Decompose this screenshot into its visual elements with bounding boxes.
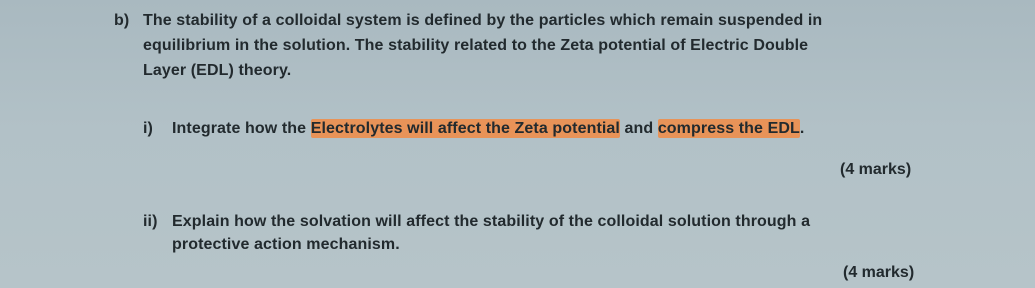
part-ii-line-1: Explain how the solvation will affect the stability of the colloidal solution through a — [172, 213, 811, 230]
question-line-1: The stability of a colloidal system is defined by the particles which remain suspended in — [143, 12, 823, 29]
question-line-3: Layer (EDL) theory. — [143, 62, 292, 79]
part-ii-label: ii) — [143, 213, 158, 230]
question-label: b) — [114, 12, 130, 29]
part-i-text-after: . — [799, 120, 805, 137]
part-ii-line-2: protective action mechanism. — [172, 236, 400, 253]
part-ii-marks: (4 marks) — [843, 264, 915, 281]
highlight-electrolytes: Electrolytes will affect the Zeta potential — [310, 120, 620, 137]
part-i-text-middle: and — [619, 120, 658, 137]
part-i-text — [172, 119, 804, 139]
highlight-compress-edl: compress the EDL — [657, 120, 800, 137]
part-i-marks: (4 marks) — [840, 161, 912, 178]
part-i-label: i) — [143, 120, 153, 137]
part-i-text-before: Integrate how the — [172, 120, 311, 137]
question-line-2: equilibrium in the solution. The stability related to the Zeta potential of Electric Double — [143, 37, 809, 54]
